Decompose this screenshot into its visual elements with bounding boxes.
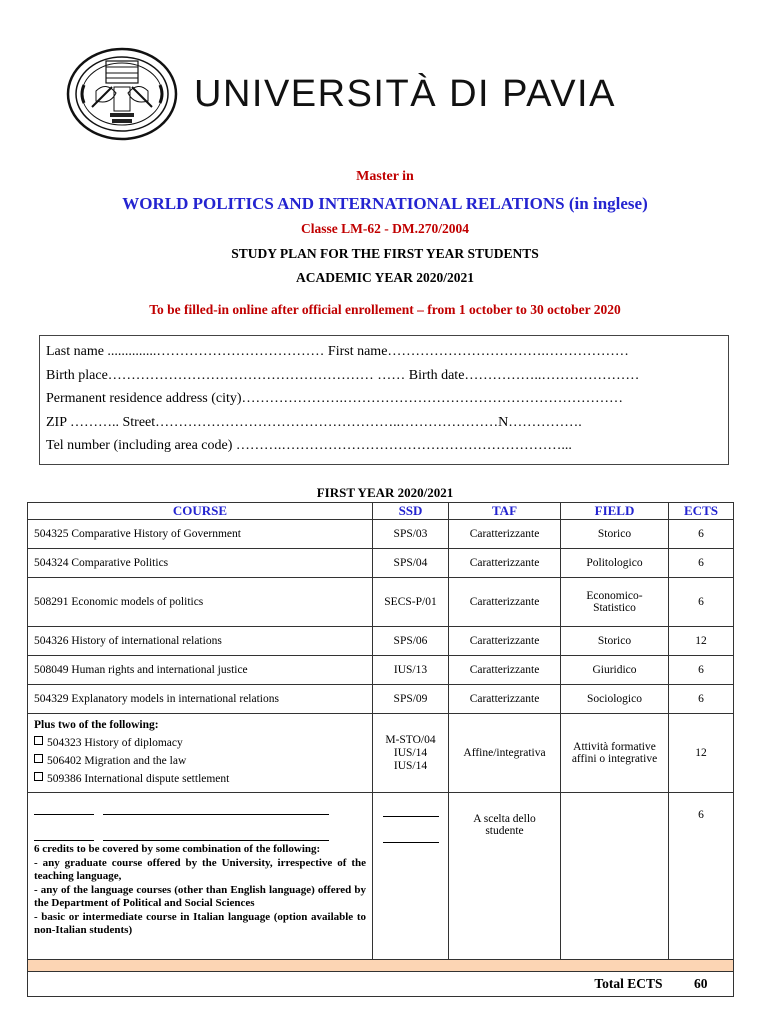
choice-course-cell — [28, 714, 373, 793]
ects-cell: 6 — [669, 520, 734, 549]
table-row — [28, 549, 734, 578]
choice-ssd-cell: M-STO/04 IUS/14 IUS/14 — [373, 714, 449, 793]
ects-cell: 6 — [669, 578, 734, 627]
taf-cell: Caratterizzante — [449, 549, 561, 578]
page-header — [60, 42, 720, 147]
table-row — [28, 578, 734, 627]
choice-taf-cell: Affine/integrativa — [449, 714, 561, 793]
university-name: UNIVERSITÀ DI PAVIA — [194, 73, 616, 115]
ssd-cell: IUS/13 — [373, 656, 449, 685]
credits-description: 6 credits to be covered by some combination of the following: - any graduate course offered by the University, irrespective of the teaching language, - any of the language courses (other than English language) offered by the Department of Political and Social Sciences - basic or intermediate course in Italian language (option available to non-Italian students) — [34, 843, 366, 936]
study-plan-title: STUDY PLAN FOR THE FIRST YEAR STUDENTS — [231, 245, 539, 261]
birth-line[interactable]: Birth place………………………………………………… …… Birth date……………..………………… — [46, 367, 640, 383]
header-taf: TAF — [449, 503, 561, 520]
university-seal-logo — [66, 47, 178, 141]
academic-year: ACADEMIC YEAR 2020/2021 — [296, 270, 474, 285]
choice-ects-cell: 12 — [669, 714, 734, 793]
taf-cell: Caratterizzante — [449, 656, 561, 685]
zip-street-line[interactable]: ZIP ……….. Street……………………………………………..…………………N……………. — [46, 414, 582, 430]
choice-row — [28, 714, 734, 793]
blank-ssd-line[interactable] — [379, 831, 442, 843]
taf-cell: Caratterizzante — [449, 578, 561, 627]
ssd-cell: SPS/04 — [373, 549, 449, 578]
choice-title: Plus two of the following: — [34, 718, 159, 731]
field-cell: Giuridico — [561, 656, 669, 685]
table-header-row — [28, 503, 734, 520]
free-choice-row — [28, 793, 734, 960]
blank-course-line[interactable] — [34, 829, 366, 841]
taf-cell: Caratterizzante — [449, 520, 561, 549]
ects-cell: 6 — [669, 656, 734, 685]
ssd-cell: SECS-P/01 — [373, 578, 449, 627]
table-row — [28, 685, 734, 714]
separator-band — [28, 960, 734, 972]
course-cell: 504324 Comparative Politics — [28, 549, 373, 578]
choice-option[interactable]: 504323 History of diplomacy — [34, 734, 366, 752]
free-taf-cell: A scelta dello studente — [449, 793, 561, 960]
header-field: FIELD — [561, 503, 669, 520]
residence-line[interactable]: Permanent residence address (city)………………….…………………………………………………… — [46, 391, 624, 406]
master-label: Master in — [356, 169, 414, 184]
classe-label: Classe LM-62 - DM.270/2004 — [301, 221, 469, 236]
course-cell: 504325 Comparative History of Government — [28, 520, 373, 549]
checkbox-icon[interactable] — [34, 772, 43, 781]
free-field-cell — [561, 793, 669, 960]
free-ects-cell: 6 — [669, 793, 734, 960]
ssd-cell: SPS/09 — [373, 685, 449, 714]
ects-cell: 6 — [669, 549, 734, 578]
taf-cell: Caratterizzante — [449, 685, 561, 714]
ssd-cell: SPS/03 — [373, 520, 449, 549]
course-cell: 508049 Human rights and international justice — [28, 656, 373, 685]
field-cell: Storico — [561, 627, 669, 656]
course-cell: 504326 History of international relations — [28, 627, 373, 656]
checkbox-icon[interactable] — [34, 736, 43, 745]
choice-option[interactable]: 506402 Migration and the law — [34, 752, 366, 770]
field-cell: Sociologico — [561, 685, 669, 714]
program-title: WORLD POLITICS AND INTERNATIONAL RELATIONS (in inglese) — [122, 194, 648, 213]
blank-ssd-line[interactable] — [379, 805, 442, 817]
field-cell: Storico — [561, 520, 669, 549]
ects-cell: 6 — [669, 685, 734, 714]
tel-line[interactable]: Tel number (including area code) ……….……………………………………………………... — [46, 438, 572, 453]
course-cell: 508291 Economic models of politics — [28, 578, 373, 627]
total-row — [28, 972, 734, 997]
header-ects: ECTS — [669, 503, 734, 520]
choice-field-cell: Attività formative affini o integrative — [561, 714, 669, 793]
table-row — [28, 627, 734, 656]
field-cell: Economico-Statistico — [561, 578, 669, 627]
choice-option[interactable]: 509386 International dispute settlement — [34, 770, 366, 788]
checkbox-icon[interactable] — [34, 754, 43, 763]
field-cell: Politologico — [561, 549, 669, 578]
total-label: Total ECTS — [28, 972, 669, 997]
header-ssd: SSD — [373, 503, 449, 520]
first-year-title: FIRST YEAR 2020/2021 — [316, 485, 454, 500]
instruction-text: To be filled-in online after official enrollement – from 1 october to 30 october 2020 — [149, 301, 621, 317]
course-cell: 504329 Explanatory models in international relations — [28, 685, 373, 714]
table-row — [28, 520, 734, 549]
document-titles — [0, 170, 770, 316]
blank-course-line[interactable] — [34, 803, 366, 815]
personal-data-box — [39, 335, 729, 465]
free-ssd-cell — [373, 793, 449, 960]
taf-cell: Caratterizzante — [449, 627, 561, 656]
free-choice-cell — [28, 793, 373, 960]
ssd-cell: SPS/06 — [373, 627, 449, 656]
total-value: 60 — [669, 972, 734, 997]
header-course: COURSE — [28, 503, 373, 520]
table-row — [28, 656, 734, 685]
course-table — [27, 502, 734, 997]
ects-cell: 12 — [669, 627, 734, 656]
last-first-name-line[interactable]: Last name ..............……………………………… First name…………………………….……………… — [46, 344, 629, 359]
